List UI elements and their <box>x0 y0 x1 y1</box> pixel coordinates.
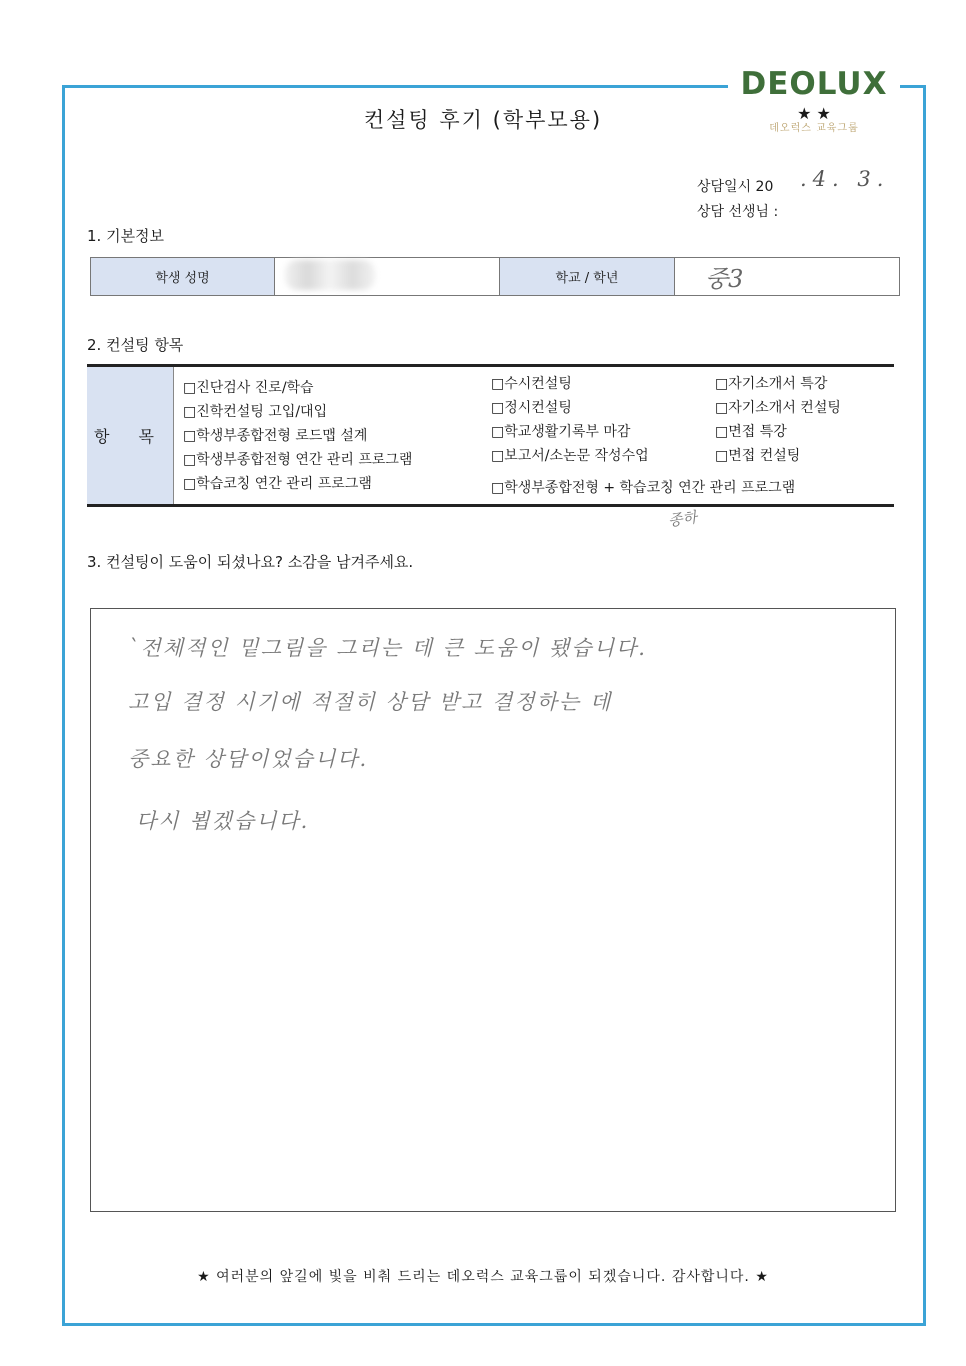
checkbox-item[interactable]: □자기소개서 특강 <box>715 376 828 392</box>
checkbox-item[interactable]: □학교생활기록부 마감 <box>491 424 631 440</box>
school-grade-value[interactable] <box>675 258 900 296</box>
checkbox-item-combo[interactable]: □학생부종합전형 + 학습코칭 연간 관리 프로그램 <box>491 480 796 496</box>
consulting-items-table <box>87 364 894 507</box>
small-star-icon: ★ <box>816 104 831 123</box>
handwritten-note: 종하 <box>666 508 699 530</box>
star-icon: ★ <box>797 104 812 123</box>
school-grade-handwritten: 중3 <box>705 265 744 293</box>
date-label: 상담일시 20 <box>697 179 774 195</box>
section2-heading: 2. 컨설팅 항목 <box>87 336 184 354</box>
feedback-line: 고입 결정 시기에 적절히 상담 받고 결정하는 데 <box>128 690 613 714</box>
checkbox-item[interactable]: □정시컨설팅 <box>491 400 572 416</box>
checkbox-item[interactable]: □진학컨설팅 고입/대입 <box>183 404 328 420</box>
page-title: 컨설팅 후기 (학부모용) <box>363 108 603 132</box>
checkbox-item[interactable]: □보고서/소논문 작성수업 <box>491 448 649 464</box>
checkbox-item[interactable]: □학생부종합전형 로드맵 설계 <box>183 428 368 444</box>
teacher-label: 상담 선생님 : <box>697 204 779 220</box>
checkbox-item[interactable]: □진단검사 진로/학습 <box>183 380 314 396</box>
checkbox-item[interactable]: □학생부종합전형 연간 관리 프로그램 <box>183 452 413 468</box>
basic-info-table <box>90 257 900 296</box>
checkbox-item[interactable]: □면접 컨설팅 <box>715 448 801 464</box>
school-grade-label: 학교 / 학년 <box>500 258 675 296</box>
feedback-line: `전체적인 밑그림을 그리는 데 큰 도움이 됐습니다. <box>128 636 647 660</box>
brand-tagline: 데오럭스 교육그룹 <box>769 123 859 134</box>
date-handwritten: .4. 3. <box>800 167 890 191</box>
section1-heading: 1. 기본정보 <box>87 227 165 245</box>
checkbox-item[interactable]: □자기소개서 컨설팅 <box>715 400 841 416</box>
section3-heading: 3. 컨설팅이 도움이 되셨나요? 소감을 남겨주세요. <box>87 553 414 571</box>
redacted-name <box>285 260 375 290</box>
checkbox-item[interactable]: □학습코칭 연간 관리 프로그램 <box>183 476 372 492</box>
student-name-label: 학생 성명 <box>91 258 275 296</box>
checkbox-item[interactable]: □수시컨설팅 <box>491 376 572 392</box>
student-name-value[interactable] <box>275 258 500 296</box>
feedback-line: 중요한 상담이었습니다. <box>128 747 369 771</box>
footer-message: ★ 여러분의 앞길에 빛을 비춰 드리는 데오럭스 교육그룹이 되겠습니다. 감사합니다. ★ <box>197 1269 769 1285</box>
feedback-line: 다시 뵙겠습니다. <box>136 809 310 833</box>
brand-name: DEOLUX <box>740 66 888 102</box>
checkbox-item[interactable]: □면접 특강 <box>715 424 787 440</box>
items-header: 항 목 <box>87 367 174 504</box>
